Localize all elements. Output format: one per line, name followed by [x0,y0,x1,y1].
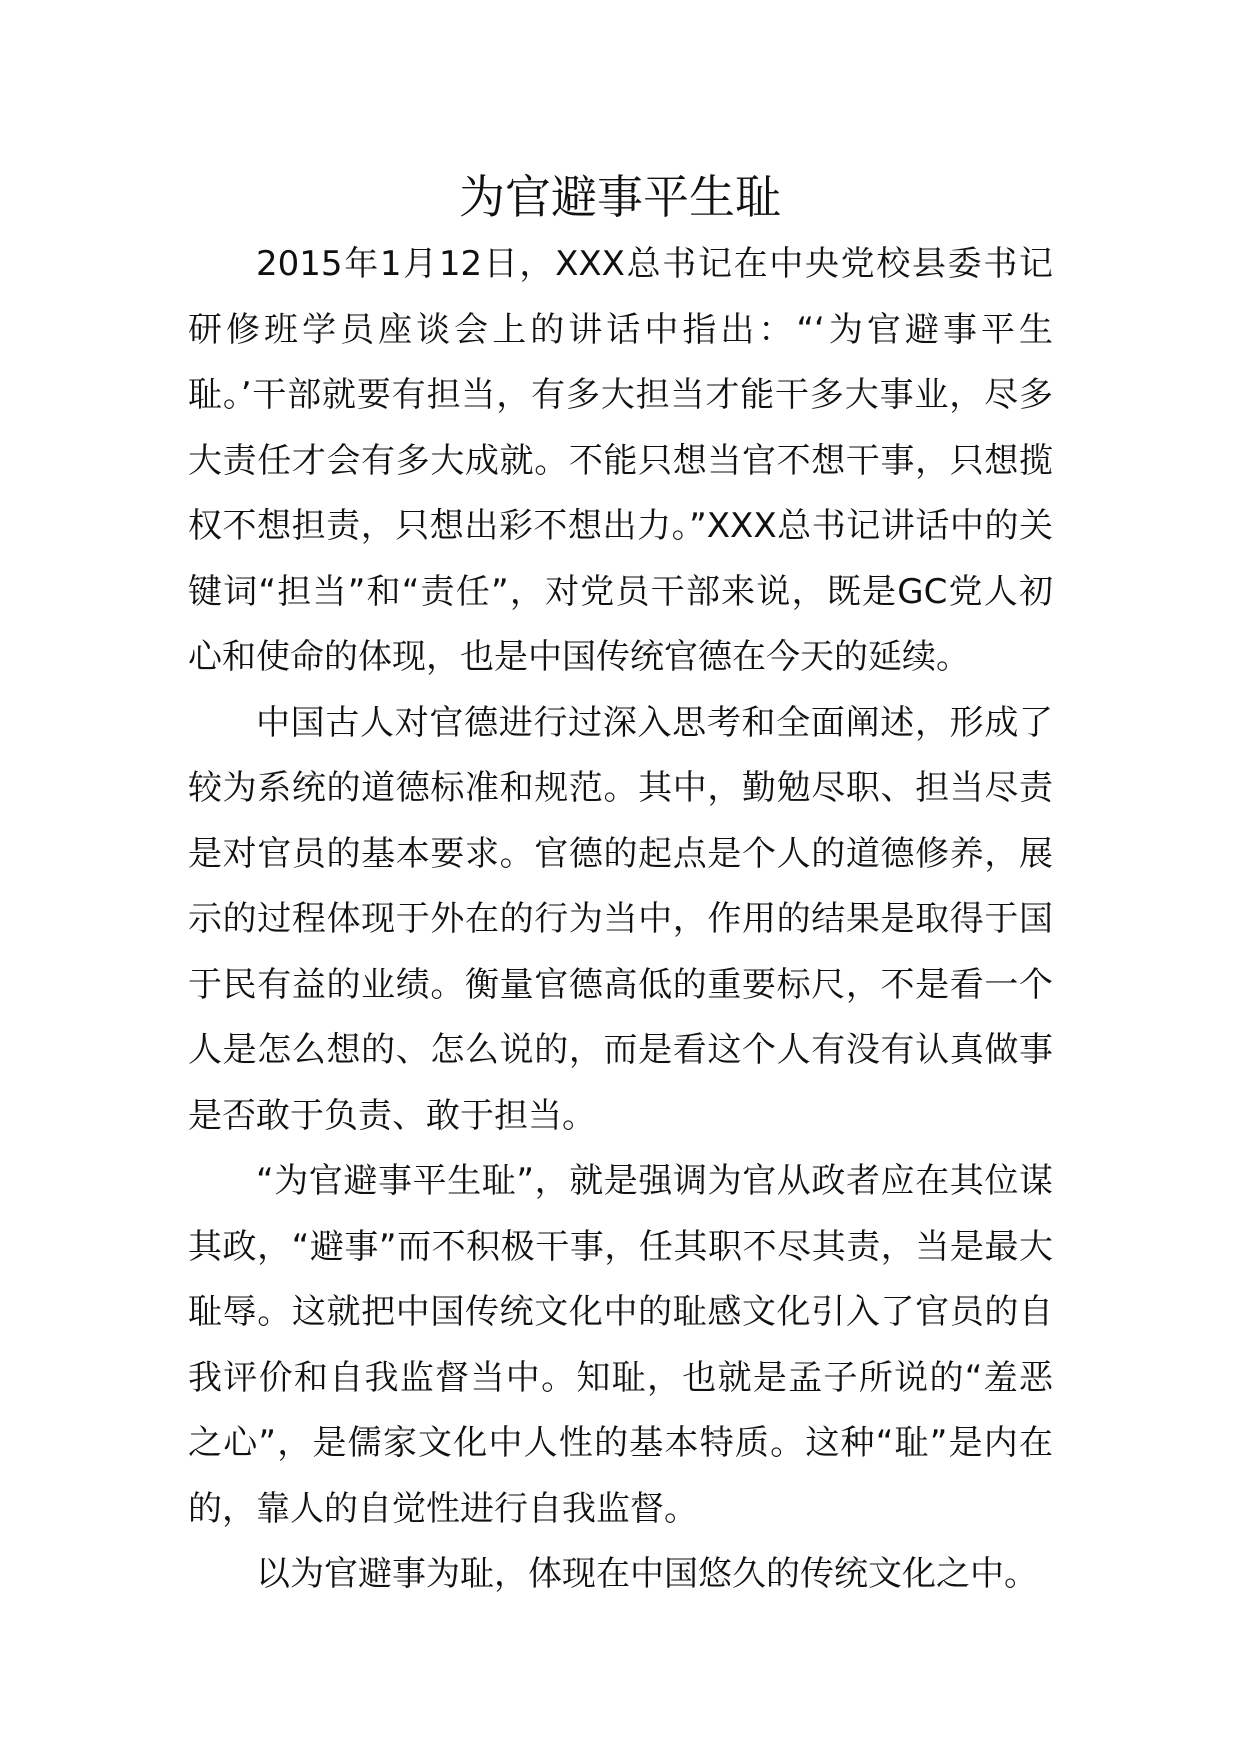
document-title: 为官避事平生耻 [459,170,781,224]
paragraph-3: “为官避事平生耻”，就是强调为官从政者应在其位谋其政，“避事”而不积极干事，任其职不尽其责，当是最大耻辱。这就把中国传统文化中的耻感文化引入了官员的自我评价和自我监督当中。知耻，也就是孟子所说的“羞恶之心”，是儒家文化中人性的基本特质。这种“耻”是内在的，靠人的自觉性进行自我监督。 [188,1161,1053,1529]
paragraph-4: 以为官避事为耻，体现在中国悠久的传统文化之中。 [256,1554,1038,1594]
paragraph-1: 2015年1月12日，XXX总书记在中央党校县委书记研修班学员座谈会上的讲话中指出：“‘为官避事平生耻。’干部就要有担当，有多大担当才能干多大事业，尽多大责任才会有多大成就。不能只想当官不想干事，只想揽权不想担责，只想出彩不想出力。”XXX总书记讲话中的关键词“担当”和“责任”，对党员干部来说，既是GC党人初心和使命的体现，也是中国传统官德在今天的延续。 [188,244,1053,677]
paragraph-2: 中国古人对官德进行过深入思考和全面阐述，形成了较为系统的道德标准和规范。其中，勤勉尽职、担当尽责是对官员的基本要求。官德的起点是个人的道德修养，展示的过程体现于外在的行为当中，作用的结果是取得于国于民有益的业绩。衡量官德高低的重要标尺，不是看一个人是怎么想的、怎么说的，而是看这个人有没有认真做事是否敢于负责、敢于担当。 [188,702,1053,1136]
document-body [188,232,1053,1608]
